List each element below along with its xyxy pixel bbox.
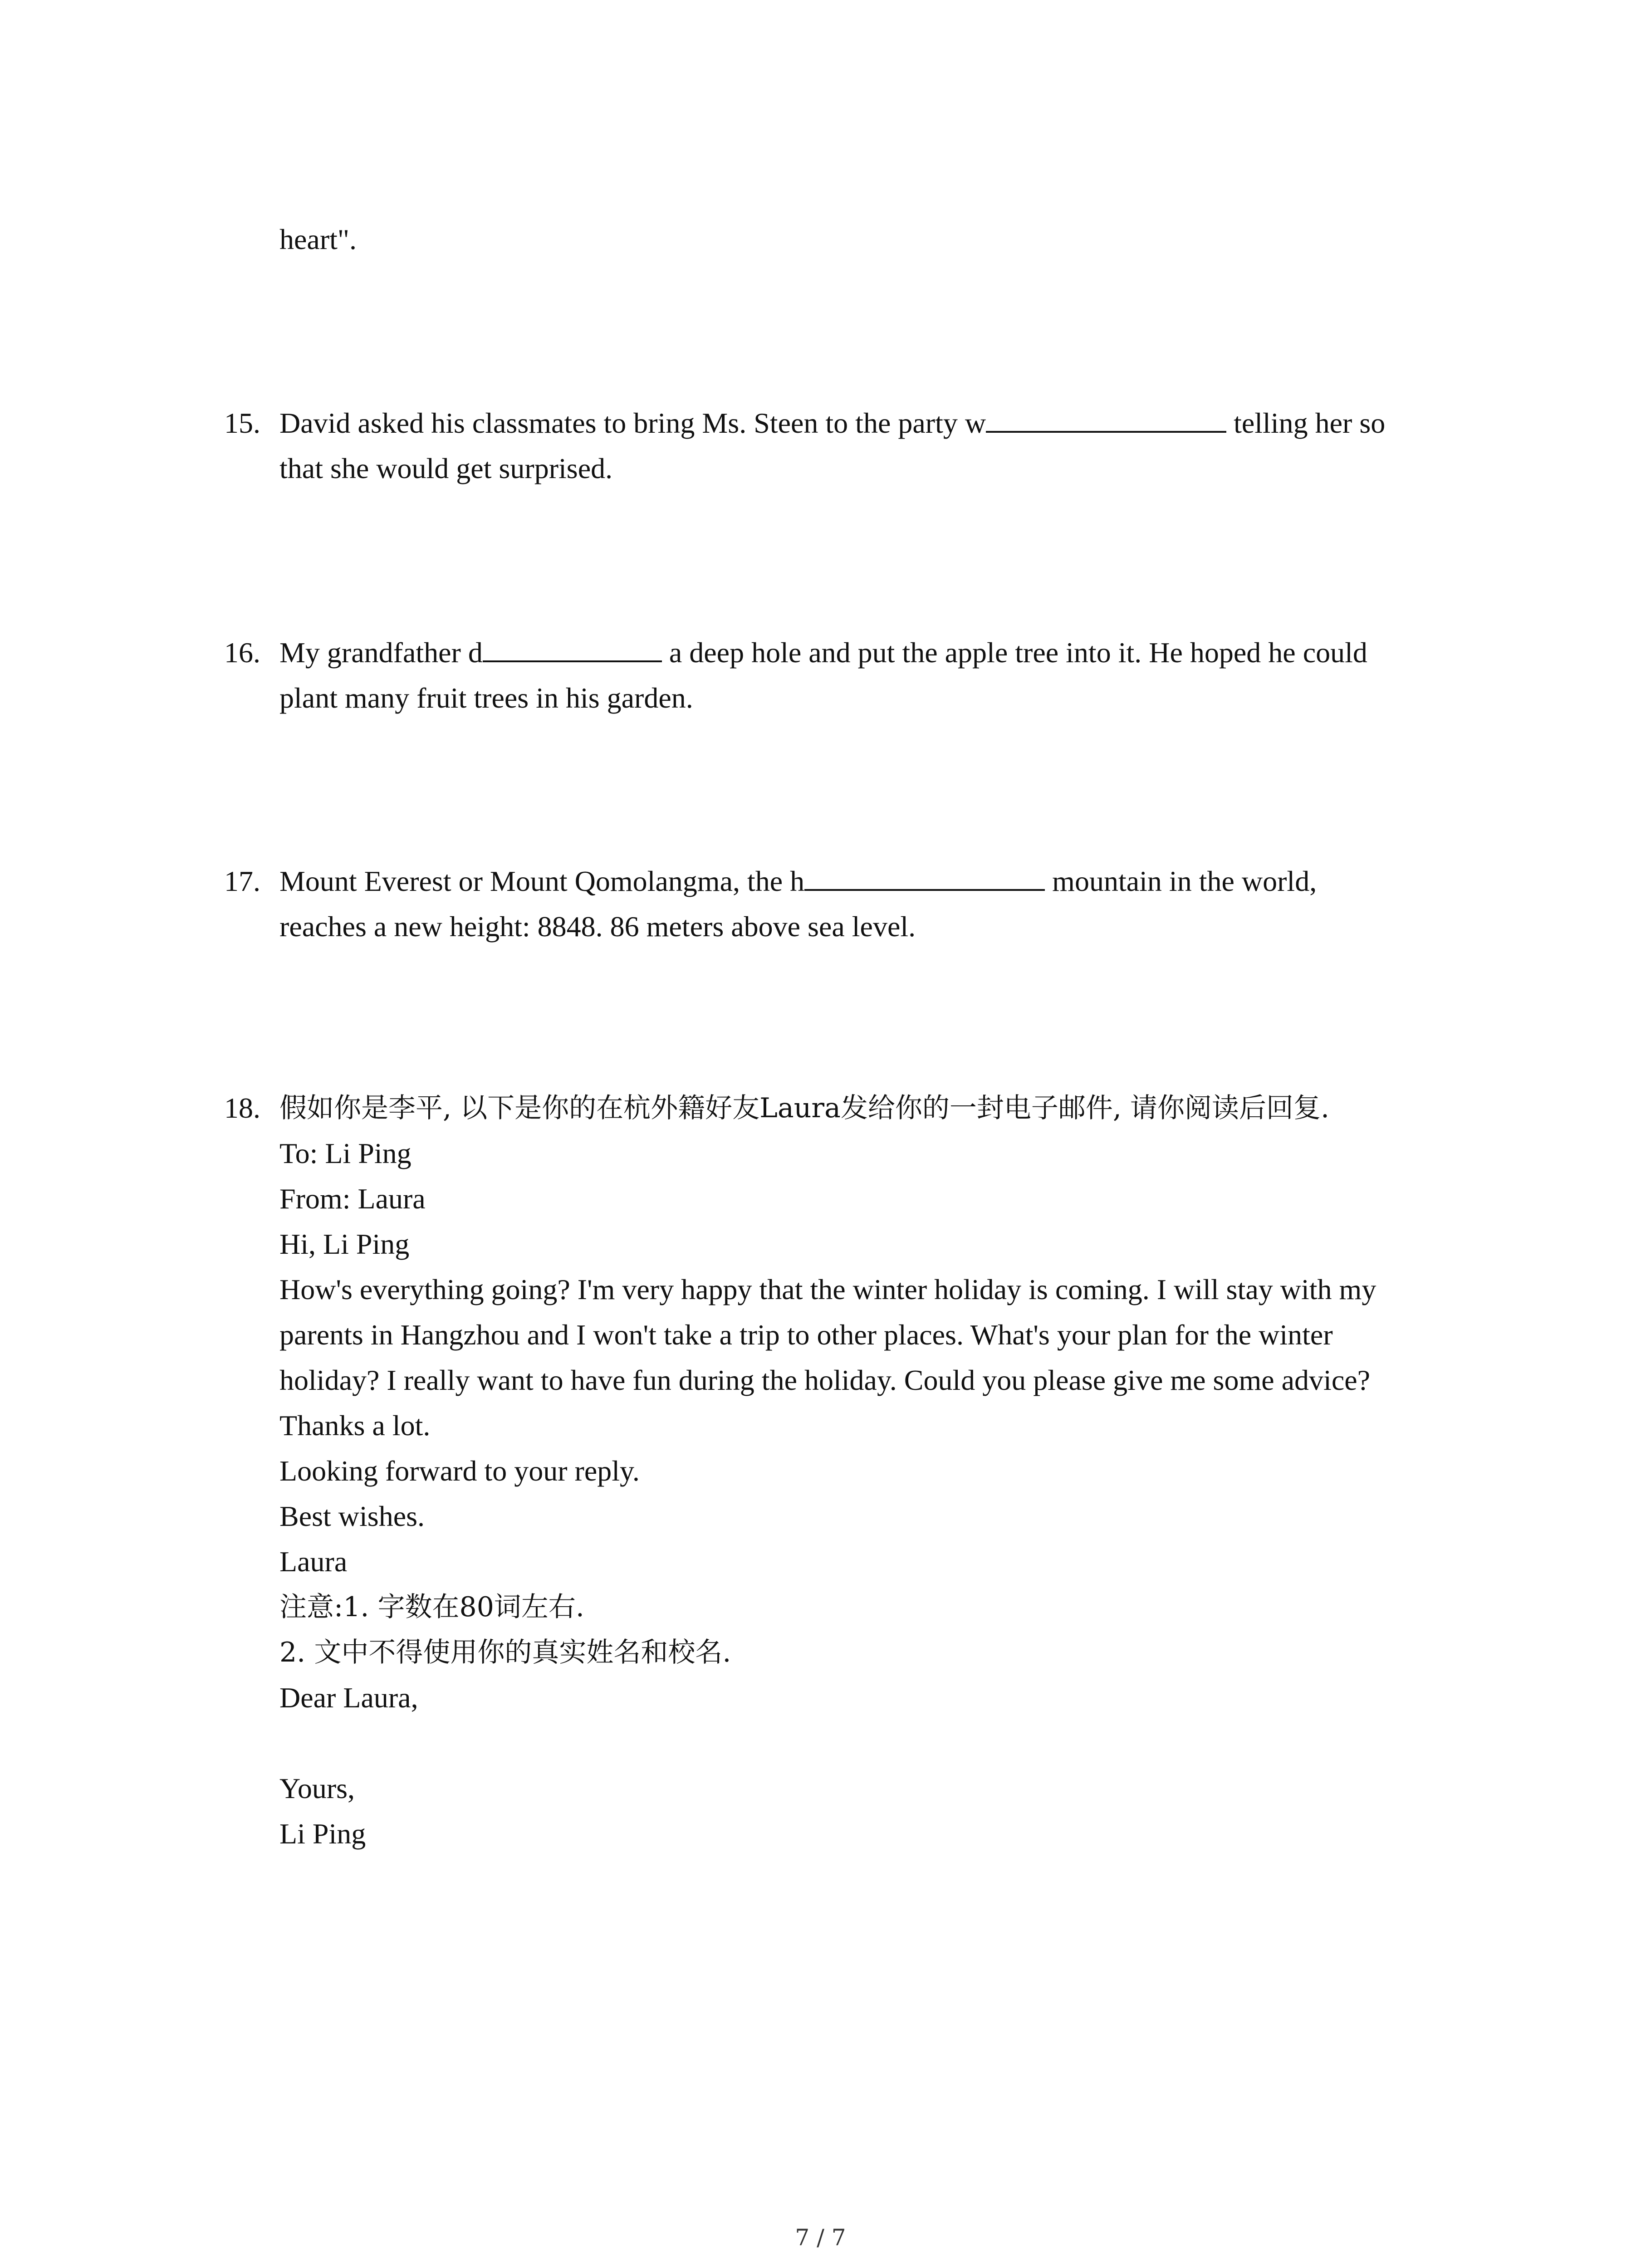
email-body-line-3: holiday? I really want to have fun during the holiday. Could you please give me some advice? xyxy=(279,1364,1371,1396)
question-17-line2: reaches a new height: 8848. 86 meters above sea level. xyxy=(279,910,916,943)
email-greeting: Hi, Li Ping xyxy=(279,1228,410,1260)
email-best-wishes: Best wishes. xyxy=(279,1500,425,1532)
question-16-number: 16. xyxy=(224,636,260,669)
question-17-line1 xyxy=(279,859,1317,904)
email-body-line-1: How's everything going? I'm very happy that the winter holiday is coming. I will stay with my xyxy=(279,1273,1376,1305)
question-15-text-after: telling her so xyxy=(1226,407,1386,439)
email-from: From: Laura xyxy=(279,1183,426,1215)
question-16-line1 xyxy=(279,630,1367,675)
reply-closing: Yours, xyxy=(279,1772,355,1804)
question-17-text-before: Mount Everest or Mount Qomolangma, the h xyxy=(279,865,805,897)
question-15-text-before: David asked his classmates to bring Ms. Steen to the party w xyxy=(279,407,986,439)
question-15-blank[interactable] xyxy=(986,405,1226,433)
question-16-blank[interactable] xyxy=(483,634,662,662)
question-16-text-before: My grandfather d xyxy=(279,636,483,669)
question-17-blank[interactable] xyxy=(804,863,1045,891)
email-body-line-2: parents in Hangzhou and I won't take a trip to other places. What's your plan for the winter xyxy=(279,1319,1333,1351)
page-number: 7 / 7 xyxy=(795,2224,846,2251)
writing-note-2: 2. 文中不得使用你的真实姓名和校名. xyxy=(279,1637,731,1668)
email-to: To: Li Ping xyxy=(279,1137,411,1169)
question-15-line2: that she would get surprised. xyxy=(279,452,613,484)
reply-salutation: Dear Laura, xyxy=(279,1681,418,1714)
question-15-line1 xyxy=(279,401,1385,446)
question-17-number: 17. xyxy=(224,865,260,897)
writing-prompt: 假如你是李平, 以下是你的在杭外籍好友Laura发给你的一封电子邮件, 请你阅读后回复. xyxy=(279,1092,1330,1124)
question-16-text-after: a deep hole and put the apple tree into it. He hoped he could xyxy=(661,636,1367,669)
question-18-number: 18. xyxy=(224,1092,260,1124)
reply-signature: Li Ping xyxy=(279,1818,366,1850)
question-17-text-after: mountain in the world, xyxy=(1045,865,1317,897)
email-looking-forward: Looking forward to your reply. xyxy=(279,1455,640,1487)
question-16-line2: plant many fruit trees in his garden. xyxy=(279,682,693,714)
email-thanks: Thanks a lot. xyxy=(279,1409,431,1442)
writing-note-1: 注意:1. 字数在80词左右. xyxy=(279,1591,584,1623)
email-signoff-name: Laura xyxy=(279,1545,348,1578)
question-15-number: 15. xyxy=(224,407,260,439)
continuation-text: heart". xyxy=(279,223,357,255)
